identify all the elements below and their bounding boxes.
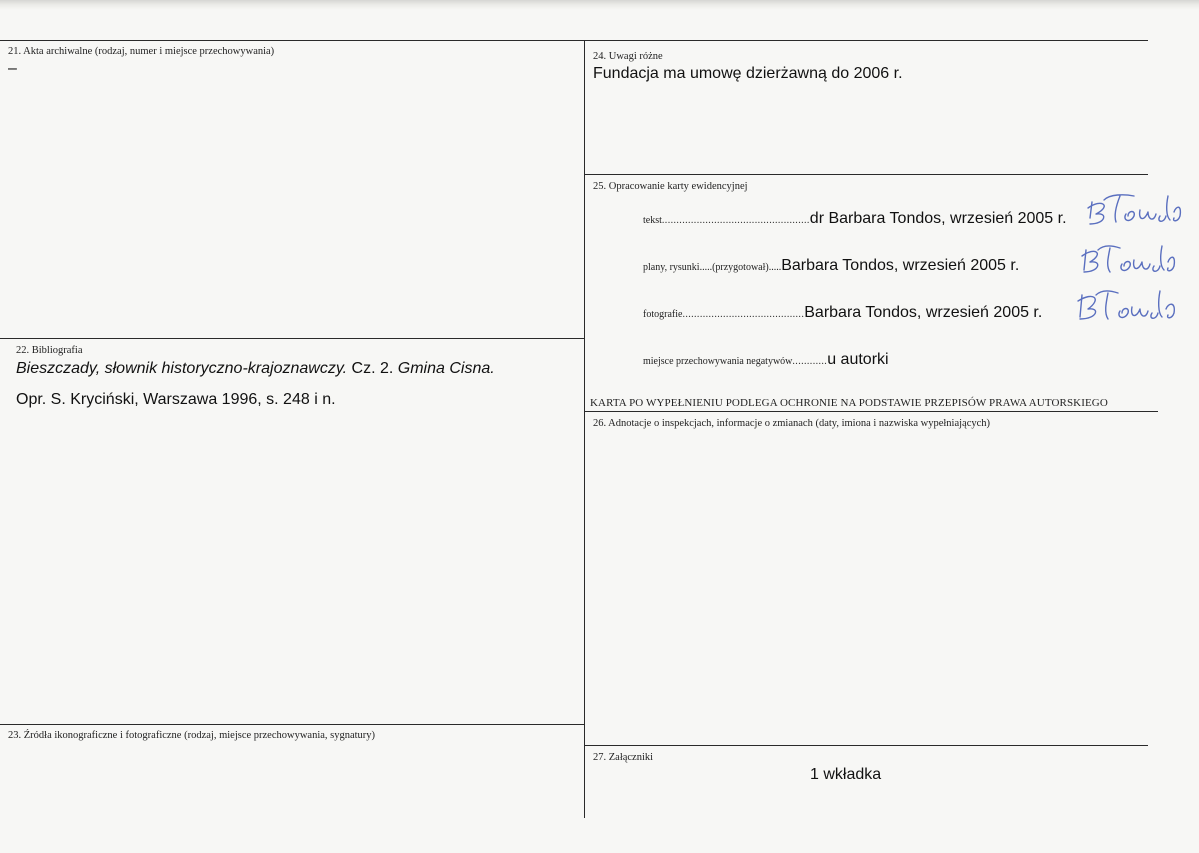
- bibliography-subtitle: Gmina Cisna.: [397, 360, 495, 377]
- field-26-label: 26. Adnotacje o inspekcjach, informacje o zmianach (daty, imiona i nazwiska wypełniających): [593, 418, 991, 429]
- top-rule: [0, 40, 1148, 41]
- field-24-label: 24. Uwagi różne: [593, 51, 663, 62]
- bibliography-title: Bieszczady, słownik historyczno-krajoznawczy.: [16, 360, 348, 377]
- field-25-label: 25. Opracowanie karty ewidencyjnej: [593, 181, 748, 192]
- field-25-negatywy-row: [643, 351, 889, 369]
- tekst-value: dr Barbara Tondos, wrzesień 2005 r.: [809, 210, 1067, 227]
- foto-dots: ..........................................: [682, 309, 805, 320]
- signature-icon: [1074, 238, 1179, 278]
- field-22-label: 22. Bibliografia: [16, 345, 83, 356]
- center-divider: [584, 40, 585, 818]
- negatywy-dots: ............: [792, 356, 828, 367]
- field-21-label: 21. Akta archiwalne (rodzaj, numer i miejsce przechowywania): [8, 46, 275, 57]
- bibliography-line-1: [16, 360, 495, 378]
- tekst-label: tekst: [643, 215, 662, 226]
- field-25-tekst-row: [643, 210, 1067, 228]
- plany-label: plany, rysunki.....(przygotował).....: [643, 262, 782, 273]
- scan-top-edge: [0, 0, 1199, 10]
- rule-26-27: [584, 745, 1148, 746]
- signature-icon: [1082, 188, 1187, 230]
- field-23-label: 23. Źródła ikonograficzne i fotograficzne (rodzaj, miejsce przechowywania, sygnatury): [8, 730, 376, 741]
- field-25-plany-row: [643, 257, 1019, 275]
- bibliography-line-2: Opr. S. Kryciński, Warszawa 1996, s. 248 i n.: [16, 391, 336, 408]
- field-25-foto-row: [643, 304, 1042, 322]
- field-27-value: 1 wkładka: [810, 766, 882, 783]
- copyright-notice: KARTA PO WYPEŁNIENIU PODLEGA OCHRONIE NA PODSTAWIE PRZEPISÓW PRAWA AUTORSKIEGO: [590, 397, 1108, 409]
- field-27-label: 27. Załączniki: [593, 752, 654, 763]
- field-24-value: Fundacja ma umowę dzierżawną do 2006 r.: [593, 65, 903, 82]
- tekst-dots: ...................................................: [661, 215, 810, 226]
- rule-25-26: [584, 411, 1158, 412]
- foto-value: Barbara Tondos, wrzesień 2005 r.: [804, 304, 1043, 321]
- signature-icon: [1070, 285, 1185, 325]
- bibliography-part: Cz. 2.: [347, 360, 398, 377]
- negatywy-label: miejsce przechowywania negatywów: [643, 356, 793, 367]
- rule-22-23: [0, 724, 584, 725]
- negatywy-value: u autorki: [827, 351, 889, 368]
- rule-21-22: [0, 338, 584, 339]
- foto-label: fotografie: [643, 309, 683, 320]
- plany-value: Barbara Tondos, wrzesień 2005 r.: [781, 257, 1020, 274]
- rule-24-25: [584, 174, 1148, 175]
- field-21-value: –: [8, 60, 17, 77]
